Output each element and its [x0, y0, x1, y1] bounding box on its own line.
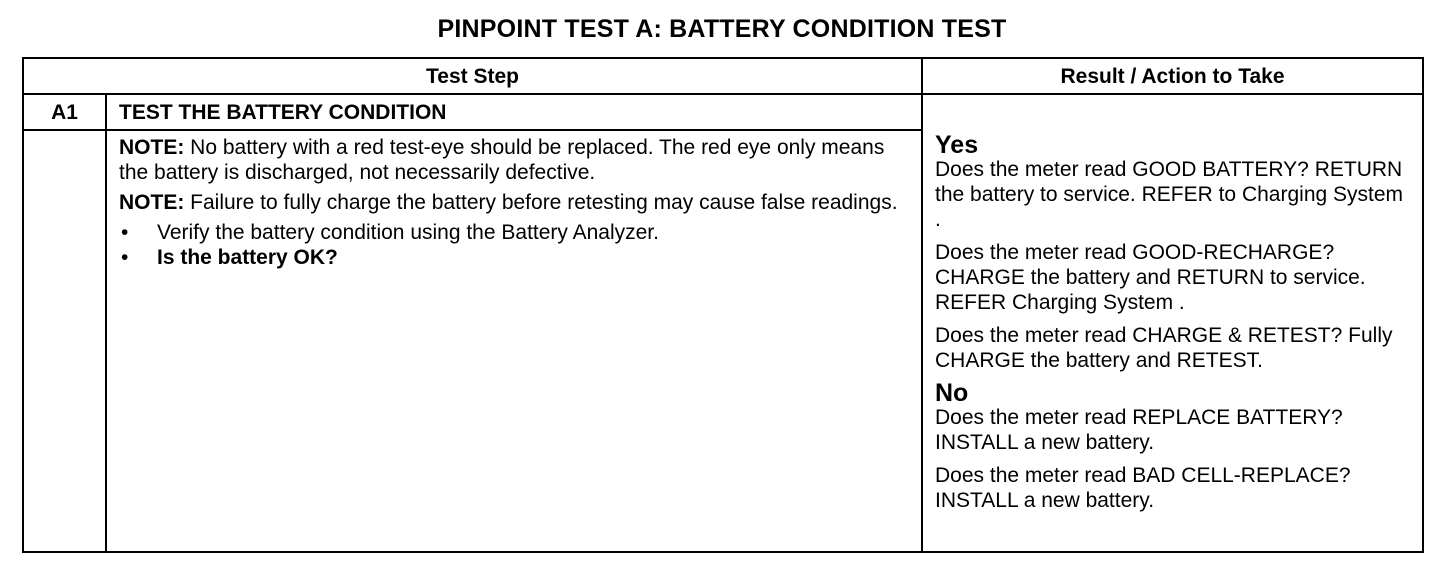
note-text: Failure to fully charge the battery before retesting may cause false readings. — [184, 191, 898, 215]
note-text: No battery with a red test-eye should be replaced. The red eye only means the battery is discharged, not necessarily defective. — [119, 136, 885, 185]
note-2 — [119, 190, 909, 215]
note-label: NOTE: — [119, 191, 185, 215]
step-title: TEST THE BATTERY CONDITION — [106, 94, 922, 130]
header-test-step: Test Step — [23, 58, 922, 94]
yes-item: Does the meter read CHARGE & RETEST? Fully CHARGE the battery and RETEST. — [935, 324, 1393, 373]
no-item: Does the meter read REPLACE BATTERY? INSTALL a new battery. — [935, 406, 1343, 455]
step-id-blank — [23, 130, 106, 552]
no-label: No — [935, 379, 969, 408]
step-id: A1 — [23, 94, 106, 130]
note-label: NOTE: — [119, 136, 185, 160]
page-title: PINPOINT TEST A: BATTERY CONDITION TEST — [437, 15, 1007, 43]
bullet-item — [119, 220, 909, 245]
pinpoint-test-table — [22, 57, 1424, 553]
no-item: Does the meter read BAD CELL-REPLACE? INSTALL a new battery. — [935, 464, 1351, 513]
bullet-item — [119, 245, 909, 270]
yes-label: Yes — [935, 131, 979, 160]
bullet-question: Is the battery OK? — [157, 246, 338, 270]
yes-item: Does the meter read GOOD BATTERY? RETURN the battery to service. REFER to Charging System . — [935, 158, 1404, 232]
bullet-glyph: • — [121, 221, 129, 245]
bullet-text: Verify the battery condition using the Battery Analyzer. — [157, 221, 659, 245]
yes-item: Does the meter read GOOD-RECHARGE? CHARGE the battery and RETURN to service. REFER Charging System . — [935, 241, 1366, 315]
result-cell — [922, 94, 1423, 552]
step-body — [106, 130, 922, 552]
header-result-action: Result / Action to Take — [922, 58, 1423, 94]
note-1 — [119, 135, 909, 185]
bullet-glyph: • — [121, 246, 129, 270]
